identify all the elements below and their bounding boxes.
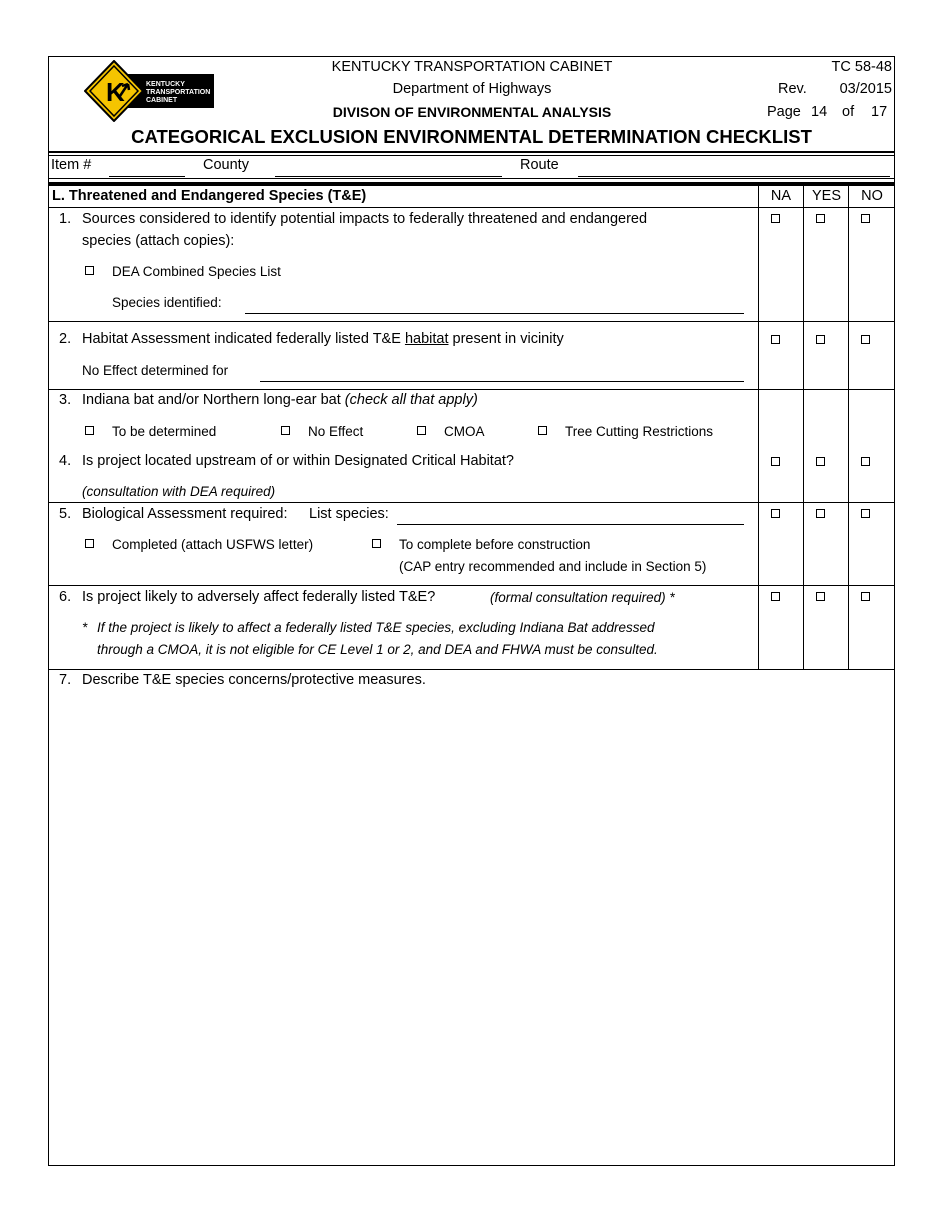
q6-text: Is project likely to adversely affect federally listed T&E? (82, 589, 436, 605)
col-line-3 (848, 185, 849, 670)
route-label: Route (520, 157, 559, 173)
logo-text-2: TRANSPORTATION (146, 89, 211, 96)
q3-text: Indiana bat and/or Northern long-ear bat (check all that apply) (82, 392, 478, 408)
q1-no-checkbox[interactable] (861, 214, 870, 223)
q3-tree-cutting-checkbox[interactable] (538, 426, 547, 435)
form-number: TC 58-48 (831, 59, 892, 75)
q5-to-complete-checkbox[interactable] (372, 539, 381, 548)
q3-tbd-checkbox[interactable] (85, 426, 94, 435)
col-line-2 (803, 185, 804, 670)
q5-number: 5. (59, 506, 72, 522)
q5-completed-label: Completed (attach USFWS letter) (112, 537, 314, 552)
q7-description-area[interactable] (50, 695, 893, 1163)
q5-text: Biological Assessment required: (82, 506, 288, 522)
q4-no-checkbox[interactable] (861, 457, 870, 466)
q1-divider (48, 321, 895, 322)
route-field[interactable] (578, 176, 890, 177)
q6-footnote-star: * (82, 620, 88, 635)
q2-divider (48, 389, 895, 390)
q7-text: Describe T&E species concerns/protective measures. (82, 672, 426, 688)
q4-na-checkbox[interactable] (771, 457, 780, 466)
page-total: 17 (871, 104, 888, 120)
title-divider (48, 151, 895, 153)
col-yes-header: YES (811, 188, 841, 204)
page-label: Page (767, 104, 801, 120)
q2-no-effect-label: No Effect determined for (82, 363, 229, 378)
q5-na-checkbox[interactable] (771, 509, 780, 518)
q1-text-line1: Sources considered to identify potential impacts to federally threatened and endangered (82, 211, 648, 227)
q2-yes-checkbox[interactable] (816, 335, 825, 344)
q3-tree-cutting-label: Tree Cutting Restrictions (565, 424, 714, 439)
q3-cmoa-checkbox[interactable] (417, 426, 426, 435)
q4-text: Is project located upstream of or within Designated Critical Habitat? (82, 453, 514, 469)
q5-to-complete-note: (CAP entry recommended and include in Section 5) (399, 559, 707, 574)
page-number: 14 (811, 104, 828, 120)
q4-number: 4. (59, 453, 72, 469)
q4-divider (48, 502, 895, 503)
q1-species-label: Species identified: (112, 295, 222, 310)
q4-yes-checkbox[interactable] (816, 457, 825, 466)
q3-hint: (check all that apply) (344, 392, 478, 408)
department-name: Department of Highways (392, 81, 552, 97)
q6-divider (48, 669, 895, 670)
item-field[interactable] (109, 176, 185, 177)
q5-completed-checkbox[interactable] (85, 539, 94, 548)
q1-na-checkbox[interactable] (771, 214, 780, 223)
rev-date: 03/2015 (839, 81, 892, 97)
q2-no-effect-field[interactable] (260, 381, 744, 382)
of-label: of (842, 104, 855, 120)
q3-no-effect-checkbox[interactable] (281, 426, 290, 435)
q1-yes-checkbox[interactable] (816, 214, 825, 223)
q6-yes-checkbox[interactable] (816, 592, 825, 601)
page-title: CATEGORICAL EXCLUSION ENVIRONMENTAL DETERMINATION CHECKLIST (131, 126, 812, 147)
q7-number: 7. (59, 672, 72, 688)
logo-text-1: KENTUCKY (146, 81, 185, 88)
q5-list-field[interactable] (397, 524, 744, 525)
agency-name: KENTUCKY TRANSPORTATION CABINET (331, 59, 613, 75)
q5-to-complete-label: To complete before construction (399, 537, 591, 552)
q3-tbd-label: To be determined (112, 424, 217, 439)
q5-no-checkbox[interactable] (861, 509, 870, 518)
division-name: DIVISON OF ENVIRONMENTAL ANALYSIS (332, 104, 612, 120)
q5-yes-checkbox[interactable] (816, 509, 825, 518)
col-no-header: NO (861, 188, 883, 204)
q5-divider (48, 585, 895, 586)
q6-note: (formal consultation required) * (490, 590, 675, 605)
logo-text-3: CABINET (146, 97, 178, 104)
col-na-header: NA (770, 188, 792, 204)
q2-text: Habitat Assessment indicated federally listed T&E habitat present in vicinity (82, 331, 564, 347)
q3-no-effect-label: No Effect (308, 424, 364, 439)
q4-note: (consultation with DEA required) (82, 484, 276, 499)
q6-na-checkbox[interactable] (771, 592, 780, 601)
ktc-logo (84, 60, 216, 122)
q2-habitat-underlined: habitat (404, 331, 449, 347)
section-thick-divider (48, 182, 895, 186)
header-row-divider (48, 207, 895, 208)
q2-number: 2. (59, 331, 72, 347)
q5-list-label: List species: (309, 506, 389, 522)
q1-text-line2: species (attach copies): (82, 233, 235, 249)
q3-cmoa-label: CMOA (444, 424, 485, 439)
section-title: L. Threatened and Endangered Species (T&E) (52, 188, 367, 204)
q2-no-checkbox[interactable] (861, 335, 870, 344)
logo-letter: K (106, 77, 125, 107)
county-field[interactable] (275, 176, 502, 177)
q1-dea-list-label: DEA Combined Species List (112, 264, 281, 279)
row-divider (48, 178, 895, 179)
q3-number: 3. (59, 392, 72, 408)
q1-dea-list-checkbox[interactable] (85, 266, 94, 275)
q2-na-checkbox[interactable] (771, 335, 780, 344)
q6-number: 6. (59, 589, 72, 605)
q6-footnote-line1: If the project is likely to affect a federally listed T&E species, excluding Indiana Bat addressed (97, 620, 655, 635)
title-divider-2 (48, 155, 895, 156)
col-line-1 (758, 185, 759, 670)
q1-species-field[interactable] (245, 313, 744, 314)
rev-label: Rev. (778, 81, 807, 97)
q6-no-checkbox[interactable] (861, 592, 870, 601)
county-label: County (203, 157, 249, 173)
item-label: Item # (51, 157, 92, 173)
q1-number: 1. (59, 211, 72, 227)
q6-footnote-line2: through a CMOA, it is not eligible for CE Level 1 or 2, and DEA and FHWA must be consulted. (97, 642, 658, 657)
